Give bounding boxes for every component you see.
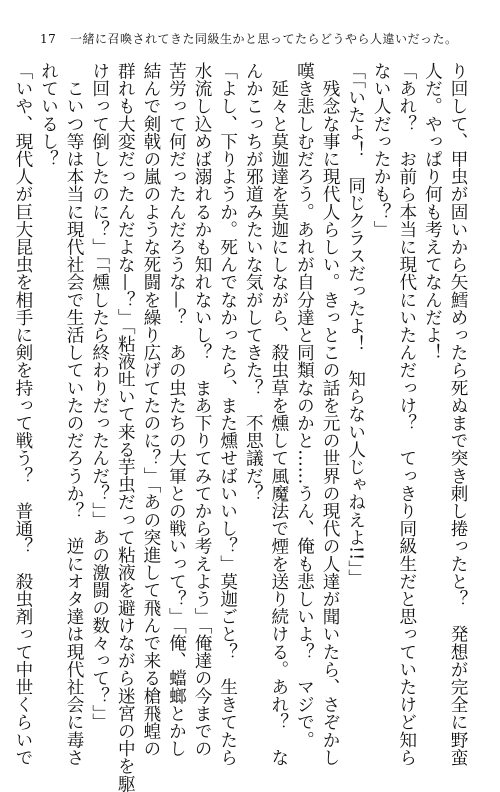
running-title: 一緒に召喚されてきた同級生かと思ってたらどうやら人違いだった。 bbox=[70, 32, 458, 46]
text-line: 延々と莫迦達を莫迦にしながら、殺虫草を燻して風魔法で煙を送り続ける。あれ？ な bbox=[268, 62, 289, 766]
text-line: け回って倒したのに？」「「燻したら終わりだったんだ？」」あの激闘の数々って？」」 bbox=[89, 62, 110, 731]
text-line: 嘆き悲しむだろう。あれが自分達と同類なのかと……うん、俺も悲しいよ？ マジで。 bbox=[294, 62, 315, 749]
text-line: 水流し込めば溺れるかも知れないし？ まあ下りてみてから考えよう」「俺達の今までの bbox=[192, 62, 213, 758]
page-number: 17 bbox=[40, 32, 57, 46]
text-line: 残念な事に現代人らしい。きっとこの話を元の世界の現代の人達が聞いたら、さぞかし bbox=[320, 62, 341, 766]
text-line: 「よし、下りようか。死んでなかったら、また燻せばいいし？」莫迦ごと？ 生きてたら bbox=[217, 62, 238, 766]
text-line: ない人だったかも？」 bbox=[371, 62, 392, 238]
text-line: 人だ。やっぱり何も考えてなんだよ！ bbox=[422, 62, 443, 362]
text-line: 苦労って何だったんだろうな—？ あの虫たちの大軍との戦いって？」「俺、蟷螂とかし bbox=[166, 62, 187, 758]
text-line: 「「いたよ！ 同じクラスだったよ！ 知らない人じゃねえよ!!」」 bbox=[345, 62, 366, 587]
running-header bbox=[40, 30, 458, 47]
vertical-text-body bbox=[12, 62, 470, 792]
text-line: こいつ等は本当に現代社会で生活していたのだろうか？ 逆にオタ達は現代社会に毒さ bbox=[64, 62, 85, 766]
text-line: 結んで剣戟の嵐のような死闘を繰り広げてたのに？」「あの突進して飛んで来る槍飛蝗の bbox=[140, 62, 161, 758]
text-line: んかこっちが邪道みたいな気がしてきた？ 不思議だ？ bbox=[243, 62, 264, 502]
text-line: 群れも大変だったんだよな—？」「粘液吐いて来る芋虫だって粘液を避けながら迷宮の中を駆 bbox=[115, 62, 136, 792]
text-line: り回して、甲虫が固いから矢鱈めったら死ぬまで突き刺し捲ったと？ 発想が完全に野蛮 bbox=[448, 62, 468, 766]
text-line: 「あれ？ お前ら本当に現代にいたんだっけ？ てっきり同級生だと思っていたけど知ら bbox=[396, 62, 417, 766]
text-line: 「いや、現代人が巨大昆虫を相手に剣を持って戦う？ 普通？ 殺虫剤って中世くらいで bbox=[12, 62, 33, 766]
text-line: れているし？ bbox=[38, 62, 59, 168]
